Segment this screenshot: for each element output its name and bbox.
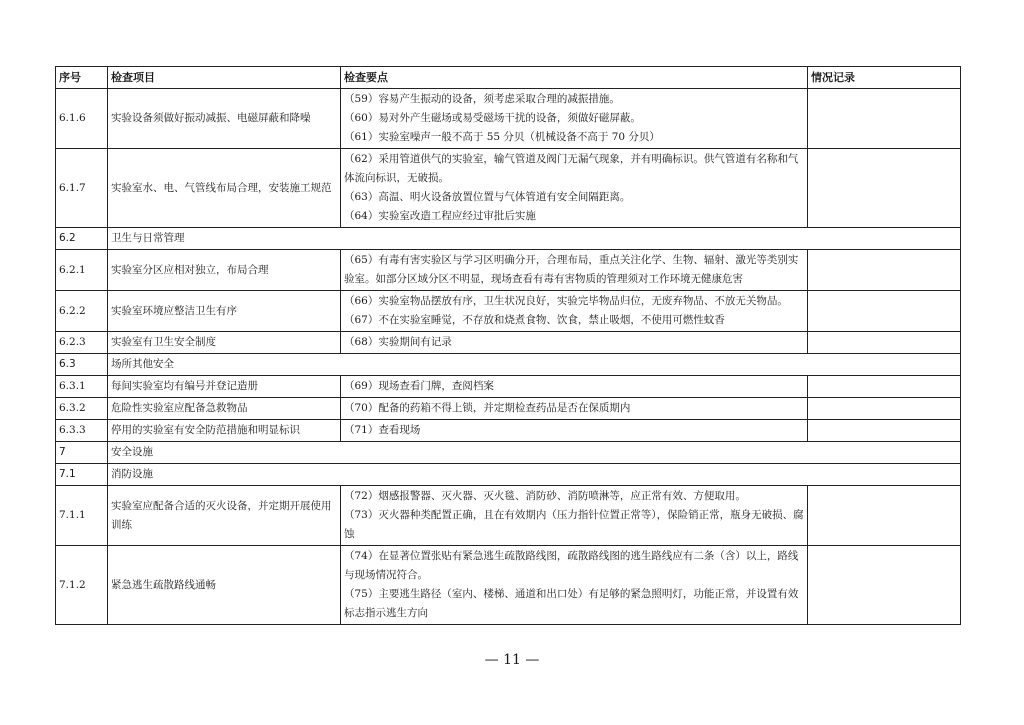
check-item: 实验室分区应相对独立，布局合理 xyxy=(108,250,341,291)
table-row xyxy=(56,376,961,398)
record-cell[interactable] xyxy=(808,486,961,546)
section-row xyxy=(56,228,961,250)
table-row xyxy=(56,486,961,546)
check-point: （63）高温、明火设备放置位置与气体管道有安全间隔距离。 xyxy=(344,191,631,203)
check-point: （66）实验室物品摆放有序，卫生状况良好，实验完毕物品归位，无废弃物品、不放无关物品。 xyxy=(344,295,788,307)
check-point: （68）实验期间有记录 xyxy=(344,336,452,348)
check-item: 实验室水、电、气管线布局合理，安装施工规范 xyxy=(108,149,341,228)
row-number: 6.2.2 xyxy=(56,291,108,332)
table-row xyxy=(56,332,961,354)
record-cell[interactable] xyxy=(808,149,961,228)
section-title: 安全设施 xyxy=(108,442,961,464)
check-point: （71）查看现场 xyxy=(344,424,421,436)
check-point: （70）配备的药箱不得上锁，并定期检查药品是否在保质期内 xyxy=(344,402,631,414)
section-number: 7 xyxy=(56,442,108,464)
col-header-item: 检查项目 xyxy=(108,67,341,89)
section-number: 6.2 xyxy=(56,228,108,250)
check-point: （67）不在实验室睡觉，不存放和烧煮食物、饮食，禁止吸烟，不使用可燃性蚊香 xyxy=(344,314,725,326)
record-cell[interactable] xyxy=(808,250,961,291)
check-points xyxy=(341,376,808,398)
check-point: （72）烟感报警器、灭火器、灭火毯、消防砂、消防喷淋等，应正常有效、方便取用。 xyxy=(344,490,746,502)
check-point: （60）易对外产生磁场或易受磁场干扰的设备，须做好磁屏蔽。 xyxy=(344,112,641,124)
check-point: （62）采用管道供气的实验室，输气管道及阀门无漏气现象，并有明确标识。供气管道有名称和气体流向标识，无破损。 xyxy=(344,153,799,184)
section-title: 场所其他安全 xyxy=(108,354,961,376)
table-row xyxy=(56,291,961,332)
record-cell[interactable] xyxy=(808,291,961,332)
check-points xyxy=(341,546,808,625)
section-number: 6.3 xyxy=(56,354,108,376)
table-row xyxy=(56,420,961,442)
table-row xyxy=(56,149,961,228)
check-points xyxy=(341,250,808,291)
check-point: （74）在显著位置张贴有紧急逃生疏散路线图，疏散路线图的逃生路线应有二条（含）以上，路线与现场情况符合。 xyxy=(344,550,799,581)
check-point: （61）实验室噪声一般不高于 55 分贝（机械设备不高于 70 分贝） xyxy=(344,131,660,143)
record-cell[interactable] xyxy=(808,546,961,625)
row-number: 6.1.7 xyxy=(56,149,108,228)
section-row xyxy=(56,442,961,464)
check-point: （69）现场查看门牌，查阅档案 xyxy=(344,380,494,392)
record-cell[interactable] xyxy=(808,420,961,442)
check-point: （59）容易产生振动的设备，须考虑采取合理的减振措施。 xyxy=(344,93,620,105)
section-row xyxy=(56,354,961,376)
table-row xyxy=(56,398,961,420)
row-number: 7.1.1 xyxy=(56,486,108,546)
section-number: 7.1 xyxy=(56,464,108,486)
check-item: 实验设备须做好振动减振、电磁屏蔽和降噪 xyxy=(108,89,341,149)
col-header-points: 检查要点 xyxy=(341,67,808,89)
check-points xyxy=(341,486,808,546)
row-number: 6.3.1 xyxy=(56,376,108,398)
check-points xyxy=(341,149,808,228)
check-item: 每间实验室均有编号并登记造册 xyxy=(108,376,341,398)
check-item: 实验室应配备合适的灭火设备，并定期开展使用训练 xyxy=(108,486,341,546)
check-points xyxy=(341,332,808,354)
check-points xyxy=(341,291,808,332)
col-header-no: 序号 xyxy=(56,67,108,89)
check-point: （65）有毒有害实验区与学习区明确分开，合理布局，重点关注化学、生物、辐射、激光等类别实验室。如部分区域分区不明显，现场查看有毒有害物质的管理须对工作环境无健康危害 xyxy=(344,254,799,285)
table-row xyxy=(56,89,961,149)
check-item: 实验室有卫生安全制度 xyxy=(108,332,341,354)
row-number: 6.3.3 xyxy=(56,420,108,442)
row-number: 6.3.2 xyxy=(56,398,108,420)
check-point: （73）灭火器种类配置正确，且在有效期内（压力指针位置正常等），保险销正常，瓶身无破损、腐蚀 xyxy=(344,509,804,540)
section-row xyxy=(56,464,961,486)
row-number: 6.2.3 xyxy=(56,332,108,354)
row-number: 7.1.2 xyxy=(56,546,108,625)
record-cell[interactable] xyxy=(808,398,961,420)
record-cell[interactable] xyxy=(808,332,961,354)
table-row xyxy=(56,546,961,625)
check-point: （64）实验室改造工程应经过审批后实施 xyxy=(344,210,536,222)
col-header-record: 情况记录 xyxy=(808,67,961,89)
check-point: （75）主要逃生路径（室内、楼梯、通道和出口处）有足够的紧急照明灯，功能正常，并设置有效标志指示逃生方向 xyxy=(344,588,799,619)
record-cell[interactable] xyxy=(808,89,961,149)
record-cell[interactable] xyxy=(808,376,961,398)
table-header-row xyxy=(56,67,961,89)
check-item: 危险性实验室应配备急救物品 xyxy=(108,398,341,420)
inspection-table xyxy=(55,66,961,625)
check-points xyxy=(341,398,808,420)
page-number: — 11 — xyxy=(484,652,540,668)
check-points xyxy=(341,89,808,149)
section-title: 卫生与日常管理 xyxy=(108,228,961,250)
table-row xyxy=(56,250,961,291)
row-number: 6.1.6 xyxy=(56,89,108,149)
check-item: 停用的实验室有安全防范措施和明显标识 xyxy=(108,420,341,442)
section-title: 消防设施 xyxy=(108,464,961,486)
check-item: 紧急逃生疏散路线通畅 xyxy=(108,546,341,625)
check-points xyxy=(341,420,808,442)
row-number: 6.2.1 xyxy=(56,250,108,291)
check-item: 实验室环境应整洁卫生有序 xyxy=(108,291,341,332)
